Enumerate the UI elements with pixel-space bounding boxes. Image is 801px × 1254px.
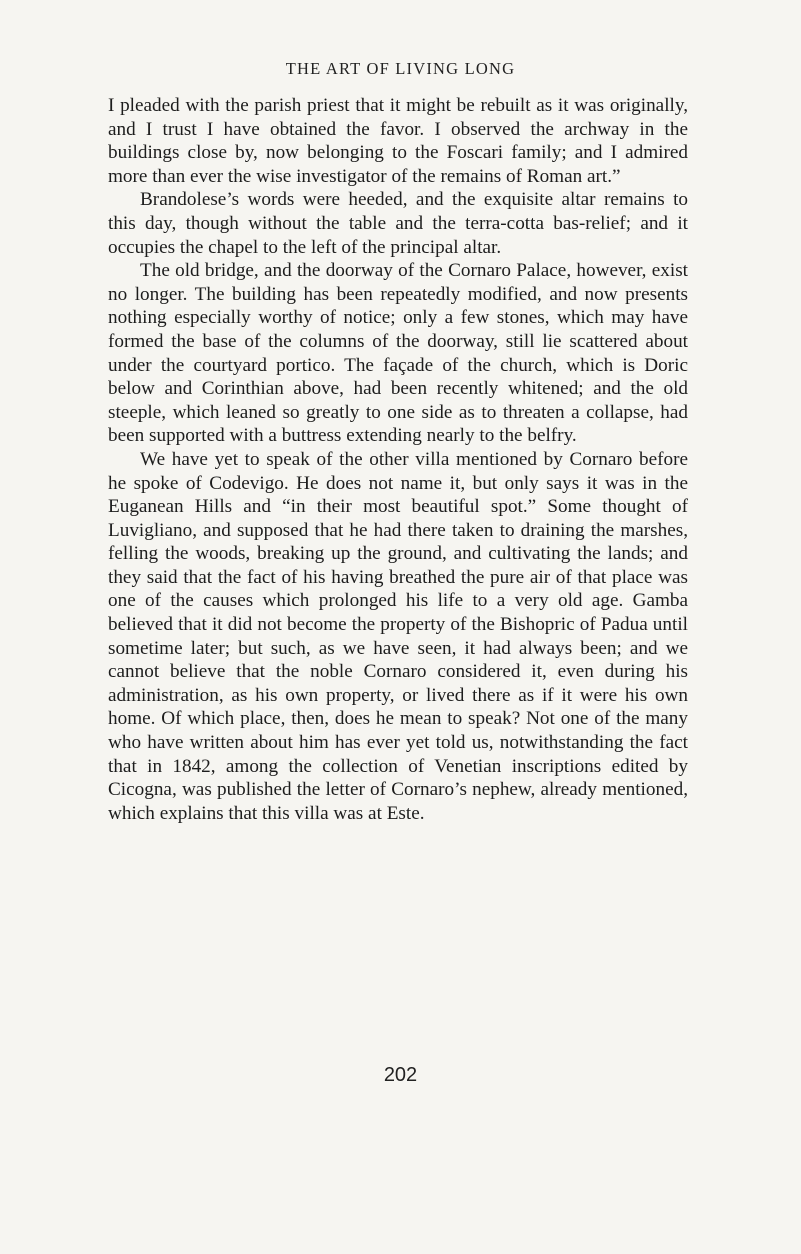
body-text bbox=[108, 94, 688, 825]
running-head: THE ART OF LIVING LONG bbox=[285, 59, 516, 78]
paragraph-bridge: The old bridge, and the doorway of the Cornaro Palace, however, exist no longer. The building has been repeatedly modified, and now presents nothing especially worthy of notice; only a few stones, which may have formed the base of the columns of the doorway, still lie scattered about under the courtyard portico. The façade of the church, which is Doric below and Corinthian above, had been recently whitened; and the old steeple, which leaned so greatly to one side as to threaten a collapse, had been supported with a buttress extending nearly to the belfry. bbox=[108, 260, 688, 447]
paragraph-continuation: I pleaded with the parish priest that it might be rebuilt as it was originally, and I trust I have obtained the favor. I observed the archway in the buildings close by, now belonging to the Foscari family; and I admired more than ever the wise investigator of the remains of Roman art.” bbox=[108, 95, 688, 187]
page-number: 202 bbox=[383, 1064, 418, 1086]
paragraph-altar: Brandolese’s words were heeded, and the exquisite altar remains to this day, though without the table and the terra-cotta bas-relief; and it occupies the chapel to the left of the principal altar. bbox=[108, 189, 688, 258]
paragraph-villa: We have yet to speak of the other villa mentioned by Cornaro before he spoke of Codevigo. He does not name it, but only says it was in the Euganean Hills and “in their most beautiful spot.” Some thought of Luvigliano, and supposed that he had there taken to draining the marshes, felling the woods, breaking up the ground, and cultivating the lands; and they said that the fact of his having breathed the pure air of that place was one of the causes which prolonged his life to a very old age. Gamba believed that it did not become the property of the Bishopric of Padua until sometime later; but such, as we have seen, it had always been; and we cannot believe that the noble Cornaro considered it, even during his administration, as his own property, or lived there as if it were his own home. Of which place, then, does he mean to speak? Not one of the many who have written about him has ever yet told us, notwithstanding the fact that in 1842, among the collection of Venetian inscriptions edited by Cicogna, was published the letter of Cornaro’s nephew, already mentioned, which explains that this villa was at Este. bbox=[108, 448, 688, 824]
